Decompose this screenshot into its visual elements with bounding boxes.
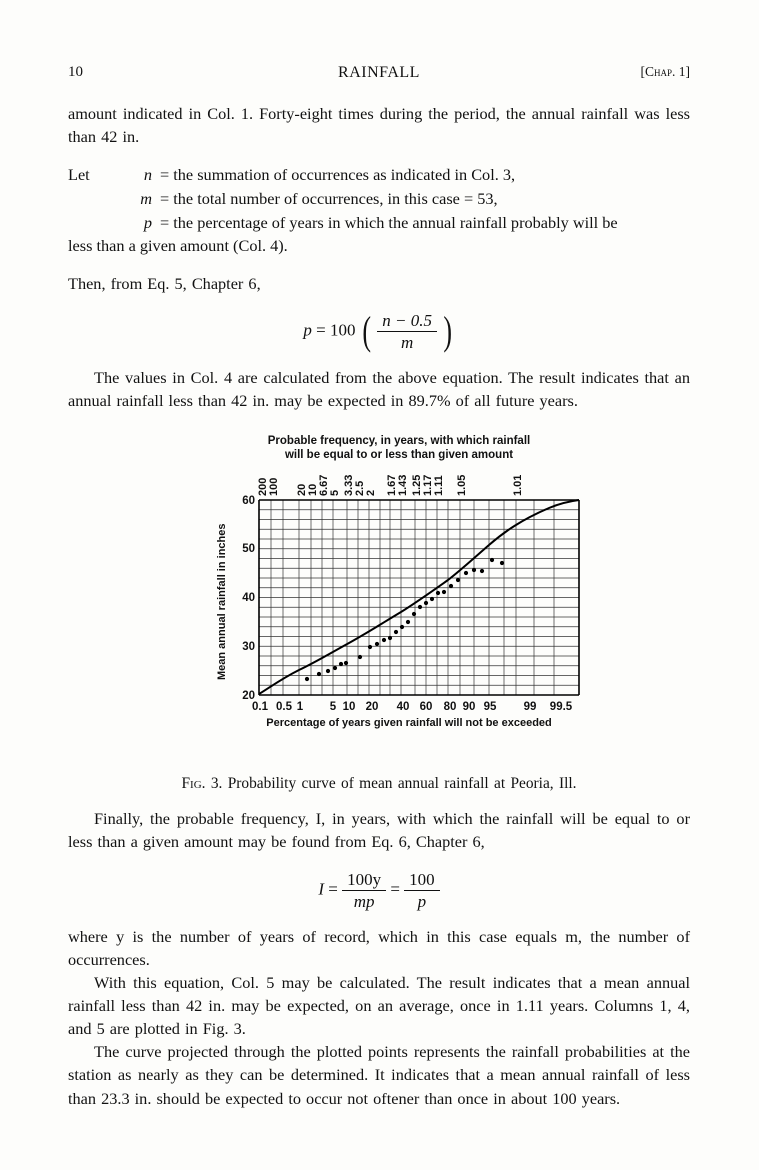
svg-text:3.33: 3.33 bbox=[343, 474, 355, 497]
svg-text:60: 60 bbox=[242, 495, 255, 508]
svg-text:99.5: 99.5 bbox=[549, 701, 573, 714]
equation-2 bbox=[68, 870, 690, 911]
figure-caption-text: Probability curve of mean annual rainfall at Peoria, Ill. bbox=[227, 775, 577, 793]
definition-symbol-p: p bbox=[143, 212, 152, 232]
paragraph-4: Finally, the probable frequency, I, in years, with which the rainfall will be equal to or less than a given amount may be found from Eq. 6, Chapter 6, bbox=[68, 809, 690, 852]
left-paren: ( bbox=[362, 308, 371, 354]
svg-text:80: 80 bbox=[443, 701, 457, 714]
x-axis-title: Percentage of years given rainfall will not be exceeded bbox=[266, 717, 552, 730]
svg-text:60: 60 bbox=[419, 701, 433, 714]
definition-row bbox=[68, 163, 690, 187]
page-content bbox=[68, 64, 690, 1110]
figure-number: Fig. 3. bbox=[181, 775, 223, 793]
equation-2-fraction-1 bbox=[342, 870, 386, 911]
svg-text:0.1: 0.1 bbox=[252, 701, 268, 714]
svg-text:200: 200 bbox=[257, 477, 269, 497]
equation-2-denominator-2: p bbox=[417, 891, 427, 911]
equation-2-numerator-1: 100y bbox=[342, 870, 386, 891]
svg-text:5: 5 bbox=[329, 490, 341, 497]
paragraph-6: With this equation, Col. 5 may be calculated. The result indicates that a mean annual rainfall less than 42 in. may be expected, on an average, once in 1.11 years. Columns 1, 4, and 5 are plotted in Fig. 3. bbox=[68, 972, 690, 1039]
equation-1-lhs: p bbox=[303, 320, 312, 340]
svg-text:1.43: 1.43 bbox=[397, 474, 409, 497]
running-title: RAINFALL bbox=[338, 64, 420, 81]
definition-text-m: = the total number of occurrences, in this case = 53, bbox=[160, 188, 498, 208]
svg-text:will be equal to or less than: will be equal to or less than given amount bbox=[284, 449, 514, 462]
equation-2-equals: = bbox=[328, 878, 338, 898]
y-axis-labels bbox=[242, 495, 255, 702]
svg-text:50: 50 bbox=[242, 543, 255, 556]
equation-1-equals: = bbox=[316, 320, 326, 340]
running-head bbox=[68, 64, 690, 84]
definition-text-n: = the summation of occurrences as indicated in Col. 3, bbox=[160, 165, 516, 185]
svg-text:10: 10 bbox=[307, 484, 319, 497]
paragraph-3: The values in Col. 4 are calculated from the above equation. The result indicates that an annual rainfall less than 42 in. may be expected in 89.7% of all future years. bbox=[68, 367, 690, 411]
svg-text:1: 1 bbox=[296, 701, 304, 714]
svg-text:90: 90 bbox=[462, 701, 476, 714]
svg-text:20: 20 bbox=[296, 484, 308, 497]
figure-caption bbox=[68, 775, 690, 793]
svg-text:2: 2 bbox=[365, 490, 377, 497]
definition-block bbox=[68, 163, 690, 258]
svg-text:1.67: 1.67 bbox=[386, 474, 398, 497]
svg-text:20: 20 bbox=[365, 701, 379, 714]
chart-title bbox=[268, 435, 530, 461]
svg-text:100: 100 bbox=[268, 477, 280, 497]
page-number: 10 bbox=[68, 64, 83, 80]
paragraph-then: Then, from Eq. 5, Chapter 6, bbox=[68, 273, 261, 293]
equation-1-denominator: m bbox=[401, 332, 414, 352]
right-paren: ) bbox=[443, 308, 453, 354]
definition-lead: Let bbox=[68, 165, 90, 185]
svg-text:20: 20 bbox=[242, 690, 255, 703]
equation-1 bbox=[68, 308, 690, 354]
svg-text:40: 40 bbox=[396, 701, 410, 714]
chapter-marker: [Chap. 1] bbox=[640, 64, 690, 79]
equation-2-denominator-1: mp bbox=[353, 891, 375, 911]
paragraph-5: where y is the number of years of record, which in this case equals m, the number of occurrences. bbox=[68, 926, 690, 969]
svg-text:Probable frequency, in years,: Probable frequency, in years, with which rainfall bbox=[267, 435, 531, 448]
definition-symbol-n: n bbox=[143, 165, 152, 185]
svg-text:1.01: 1.01 bbox=[512, 474, 524, 497]
svg-text:99: 99 bbox=[523, 701, 537, 714]
equation-1-coefficient: 100 bbox=[329, 320, 356, 340]
top-axis-labels bbox=[257, 475, 524, 496]
equation-1-numerator: n − 0.5 bbox=[377, 311, 437, 332]
x-axis-labels bbox=[252, 701, 573, 713]
svg-text:1.25: 1.25 bbox=[411, 474, 423, 497]
definition-continuation: less than a given amount (Col. 4). bbox=[68, 236, 288, 256]
probability-chart bbox=[109, 430, 649, 760]
svg-text:1.11: 1.11 bbox=[433, 475, 445, 497]
svg-text:40: 40 bbox=[242, 592, 255, 605]
equation-2-lhs: I bbox=[318, 878, 324, 898]
y-axis-title: Mean annual rainfall in inches bbox=[216, 523, 228, 681]
definition-row bbox=[68, 187, 690, 211]
svg-text:30: 30 bbox=[242, 641, 255, 654]
svg-text:95: 95 bbox=[483, 701, 497, 714]
svg-text:1.05: 1.05 bbox=[456, 474, 468, 497]
definition-row bbox=[68, 211, 690, 235]
definition-text-p: = the percentage of years in which the annual rainfall probably will be bbox=[160, 212, 618, 232]
svg-text:6.67: 6.67 bbox=[318, 474, 330, 497]
svg-text:0.5: 0.5 bbox=[276, 701, 292, 714]
equation-2-numerator-2: 100 bbox=[404, 870, 440, 891]
equation-2-equals-2: = bbox=[390, 878, 400, 898]
paragraph-1: amount indicated in Col. 1. Forty-eight times during the period, the annual rainfall was less than 42 in. bbox=[68, 104, 690, 147]
svg-text:1.17: 1.17 bbox=[422, 474, 434, 497]
paragraph-7: The curve projected through the plotted points represents the rainfall probabilities at the station as nearly as they can be determined. It indicates that a mean annual rainfall of less than 23.3 in. should be expected to occur not oftener than once in about 100 years. bbox=[68, 1042, 690, 1108]
svg-text:2.5: 2.5 bbox=[354, 480, 366, 497]
definition-symbol-m: m bbox=[140, 188, 152, 208]
equation-2-fraction-2 bbox=[404, 870, 440, 911]
svg-text:10: 10 bbox=[342, 701, 356, 714]
figure-3 bbox=[68, 430, 690, 793]
svg-text:5: 5 bbox=[329, 701, 337, 714]
equation-1-fraction bbox=[377, 311, 437, 352]
